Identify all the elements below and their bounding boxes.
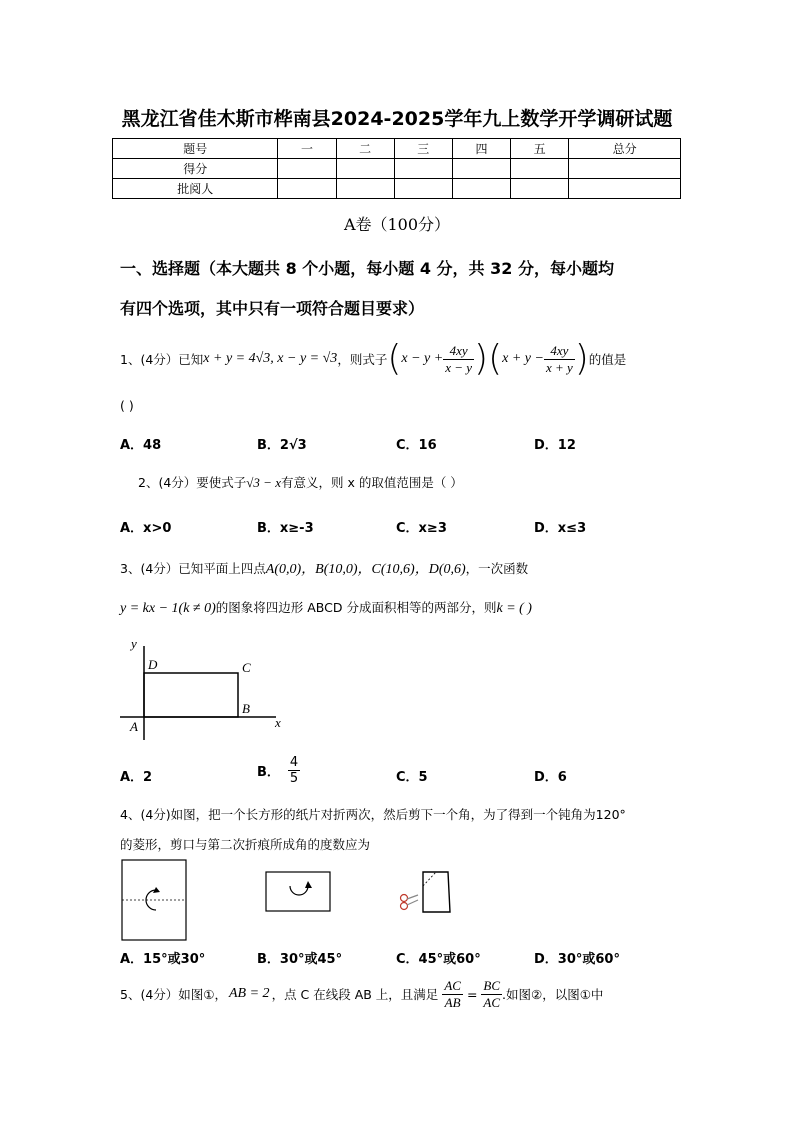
folded-paper-outline xyxy=(266,872,330,911)
table-cell xyxy=(569,179,681,199)
q1-paren-close-a: ) xyxy=(474,338,489,379)
q2-option-c: C．x≥3 xyxy=(396,521,447,536)
part1-heading-line1: 一、选择题（本大题共 8 个小题，每小题 4 分，共 32 分，每小题均 xyxy=(120,259,614,278)
q1-paren-open-b: ( xyxy=(488,338,503,379)
q1-mid: ，则式子 xyxy=(337,352,388,367)
q4-option-d: D．30°或60° xyxy=(534,952,620,967)
table-cell xyxy=(336,179,394,199)
point-b-label: B xyxy=(242,701,250,716)
q1-frac-a-den: x − y xyxy=(445,359,473,375)
table-cell xyxy=(336,159,394,179)
q3-function: y = kx − 1(k ≠ 0) xyxy=(120,601,216,616)
q4-option-c: C．45°或60° xyxy=(396,952,481,967)
table-cell xyxy=(394,159,452,179)
q1-frac-b-den: x + y xyxy=(545,359,573,375)
q3-line2-text: 的图象将四边形 ABCD 分成面积相等的两部分，则 xyxy=(215,600,497,615)
page-title: 黑龙江省佳木斯市桦南县2024-2025学年九上数学开学调研试题 xyxy=(121,108,673,130)
folded-square xyxy=(423,872,450,912)
q4-option-b: B．30°或45° xyxy=(257,952,343,967)
section-a-heading: A卷（100分） xyxy=(343,215,451,234)
rectangle-abcd xyxy=(144,673,238,717)
fold-figure-3 xyxy=(396,868,456,916)
q5-equals: = xyxy=(466,986,478,1002)
table-cell xyxy=(278,179,336,199)
q3-option-b-num: 4 xyxy=(289,755,299,770)
q1-answer-paren: ( ) xyxy=(120,398,134,413)
q5-fraction-2 xyxy=(481,978,502,1011)
question-5 xyxy=(120,972,603,1016)
q3-option-b-fraction xyxy=(288,755,300,786)
q5-mid: ，点 C 在线段 AB 上，且满足 xyxy=(271,987,439,1002)
q5-frac1-num: AC xyxy=(444,977,461,993)
q2-suffix: 有意义，则 x 的取值范围是（ ） xyxy=(280,475,463,490)
score-table xyxy=(112,138,681,199)
arrow-head-icon xyxy=(305,881,312,888)
table-cell xyxy=(452,159,510,179)
table-cell xyxy=(452,179,510,199)
table-cell: 得分 xyxy=(113,159,278,179)
q1-expr-a: x − y + xyxy=(401,351,444,366)
q5-frac2-num: BC xyxy=(483,977,501,993)
q2-prefix: 2、(4分）要使式子 xyxy=(138,475,247,490)
q3-line2-end: k = ( ) xyxy=(496,601,532,616)
fold-figure-1 xyxy=(120,858,190,942)
q1-option-d: D．12 xyxy=(534,438,576,453)
q3-option-b xyxy=(257,755,300,786)
question-1 xyxy=(120,338,626,380)
q3-option-b-label: B． xyxy=(257,765,280,780)
q4-option-a: A．15°或30° xyxy=(120,952,206,967)
question-4-line2: 的菱形，剪口与第二次折痕所成角的度数应为 xyxy=(120,837,371,852)
table-cell xyxy=(511,159,569,179)
table-cell xyxy=(278,159,336,179)
y-label: y xyxy=(131,636,137,651)
q2-option-d: D．x≤3 xyxy=(534,521,587,536)
q1-paren-open-a: ( xyxy=(387,338,402,379)
q1-option-a: A．48 xyxy=(120,438,162,453)
q1-paren-close-b: ) xyxy=(574,338,589,379)
table-header: 五 xyxy=(511,139,569,159)
q2-option-a: A．x>0 xyxy=(120,521,172,536)
q5-prefix: 5、(4分）如图①， xyxy=(120,987,227,1002)
q5-frac1-den: AB xyxy=(444,994,461,1010)
scissors-handle-icon xyxy=(401,903,408,910)
q1-option-b: B．2√3 xyxy=(257,438,307,453)
scissors-blade-icon xyxy=(407,895,418,899)
q5-ab: AB = 2 xyxy=(229,986,270,1001)
scissors-icon xyxy=(401,895,408,902)
q5-frac2-den: AC xyxy=(483,994,501,1010)
q2-radical: √3 − x xyxy=(246,475,281,490)
table-header: 四 xyxy=(452,139,510,159)
q3-option-d: D．6 xyxy=(534,770,567,785)
q3-option-a: A．2 xyxy=(120,770,153,785)
table-row xyxy=(113,159,681,179)
q1-frac-b xyxy=(544,343,575,376)
question-2 xyxy=(138,473,463,491)
point-c-label: C xyxy=(242,660,251,675)
table-header: 总分 xyxy=(569,139,681,159)
q5-fraction-1 xyxy=(442,978,463,1011)
point-d-label: D xyxy=(148,657,158,672)
table-header: 题号 xyxy=(113,139,278,159)
fold-figure-2 xyxy=(264,870,334,914)
part1-heading-line2: 有四个选项，其中只有一项符合题目要求） xyxy=(120,299,425,318)
x-label: x xyxy=(275,715,281,730)
question-3-line1 xyxy=(120,558,528,578)
q1-suffix: 的值是 xyxy=(588,352,627,367)
q1-prefix: 1、(4分）已知 xyxy=(120,352,204,367)
q3-points: A(0,0)，B(10,0)，C(10,6)，D(0,6) xyxy=(265,562,466,577)
q1-frac-a-num: 4xy xyxy=(443,343,474,360)
scissors-blade-icon xyxy=(407,900,418,905)
q1-frac-a xyxy=(443,343,474,376)
question-4-line1: 4、(4分)如图，把一个长方形的纸片对折两次，然后剪下一个角，为了得到一个钝角为120° xyxy=(120,807,626,822)
point-a-label: A xyxy=(130,719,138,734)
q3-prefix: 3、(4分）已知平面上四点 xyxy=(120,561,266,576)
table-row xyxy=(113,179,681,199)
table-header: 二 xyxy=(336,139,394,159)
table-cell xyxy=(511,179,569,199)
q3-line1-suffix: ，一次函数 xyxy=(465,561,529,576)
q5-suffix: .如图②，以图①中 xyxy=(502,987,604,1002)
table-cell xyxy=(569,159,681,179)
table-cell xyxy=(394,179,452,199)
q1-condition: x + y = 4√3, x − y = √3 xyxy=(203,351,338,366)
table-header-row xyxy=(113,139,681,159)
question-3-line2 xyxy=(120,598,532,617)
q1-option-c: C．16 xyxy=(396,438,437,453)
q3-coordinate-figure xyxy=(116,632,291,744)
table-cell: 批阅人 xyxy=(113,179,278,199)
q1-expr-b: x + y − xyxy=(502,351,544,366)
q3-option-c: C．5 xyxy=(396,770,428,785)
table-header: 三 xyxy=(394,139,452,159)
q2-option-b: B．x≥-3 xyxy=(257,521,314,536)
q1-frac-b-num: 4xy xyxy=(544,343,575,360)
table-header: 一 xyxy=(278,139,336,159)
q3-option-b-den: 5 xyxy=(289,771,299,786)
